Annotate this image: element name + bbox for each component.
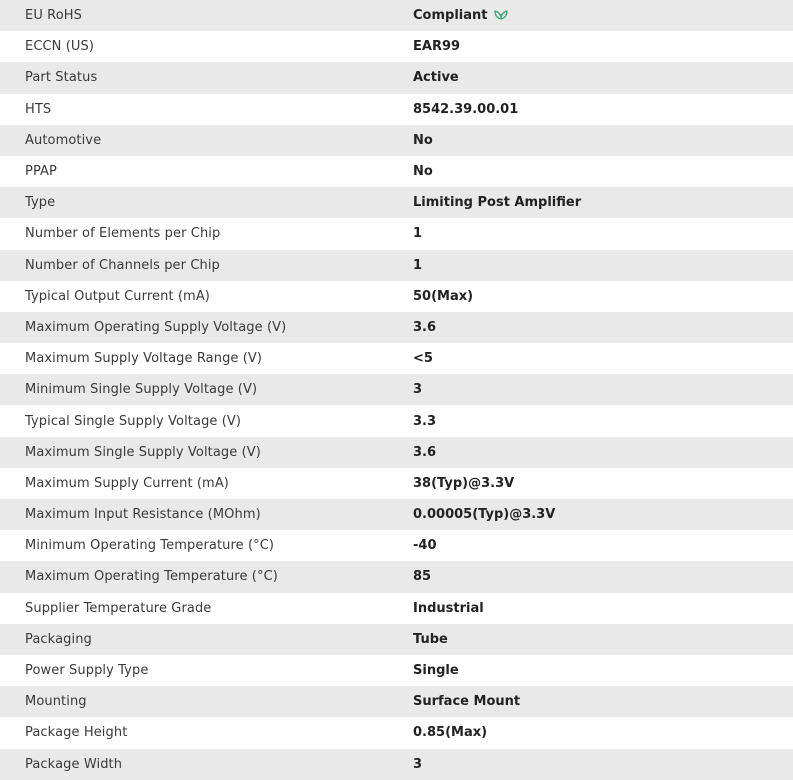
spec-row-eccn [0,31,793,62]
leaf-icon [494,8,508,20]
spec-value-cell [413,0,793,31]
spec-row-part-status [0,62,793,93]
spec-label: Maximum Operating Supply Voltage (V) [25,319,287,335]
spec-row-hts [0,94,793,125]
spec-row-max-supply-current [0,468,793,499]
spec-value: Surface Mount [413,694,521,710]
spec-row-mounting [0,686,793,717]
spec-label: Power Supply Type [25,663,149,679]
spec-row-max-operating-temperature [0,561,793,592]
spec-row-elements-per-chip [0,218,793,249]
spec-value: 85 [413,569,432,585]
spec-label: Maximum Supply Current (mA) [25,475,229,491]
spec-label: Package Height [25,725,128,741]
spec-label: Mounting [25,694,87,710]
spec-label: HTS [25,101,52,117]
spec-value: 3.3 [413,413,437,429]
spec-value: 0.85(Max) [413,725,488,741]
spec-row-max-supply-voltage-range [0,343,793,374]
spec-row-package-height [0,717,793,748]
spec-row-channels-per-chip [0,250,793,281]
spec-value: Tube [413,631,448,647]
spec-label: Part Status [25,70,98,86]
spec-value: 3.6 [413,319,437,335]
spec-row-ppap [0,156,793,187]
spec-row-packaging [0,624,793,655]
spec-value: Active [413,70,459,86]
spec-label: PPAP [25,164,57,180]
spec-value: Industrial [413,600,484,616]
spec-row-min-single-supply-voltage [0,374,793,405]
spec-label: Minimum Single Supply Voltage (V) [25,382,258,398]
spec-label: EU RoHS [25,8,82,24]
spec-label: ECCN (US) [25,39,95,55]
spec-label: Package Width [25,756,123,772]
spec-value: No [413,164,433,180]
spec-label: Maximum Operating Temperature (°C) [25,569,278,585]
spec-value: 8542.39.00.01 [413,101,519,117]
spec-row-eu-rohs [0,0,793,31]
spec-value: -40 [413,538,437,554]
spec-value: 38(Typ)@3.3V [413,475,515,491]
spec-row-supplier-temperature-grade [0,593,793,624]
spec-label: Packaging [25,631,92,647]
spec-row-typical-output-current [0,281,793,312]
spec-row-package-width [0,749,793,780]
spec-label: Number of Channels per Chip [25,257,220,273]
spec-value: <5 [413,351,433,367]
spec-label: Typical Output Current (mA) [25,288,210,304]
spec-value: 1 [413,226,423,242]
spec-row-max-input-resistance [0,499,793,530]
spec-value: 3 [413,756,423,772]
spec-label: Automotive [25,132,102,148]
spec-value: 1 [413,257,423,273]
spec-row-type [0,187,793,218]
spec-value: EAR99 [413,39,461,55]
spec-label: Minimum Operating Temperature (°C) [25,538,275,554]
spec-value: Limiting Post Amplifier [413,195,582,211]
spec-value: No [413,132,433,148]
spec-label: Typical Single Supply Voltage (V) [25,413,242,429]
spec-row-automotive [0,125,793,156]
spec-label: Type [25,195,56,211]
spec-row-max-operating-supply-voltage [0,312,793,343]
spec-value: 50(Max) [413,288,474,304]
spec-value: Single [413,663,459,679]
spec-value: Compliant [413,8,488,24]
spec-label: Number of Elements per Chip [25,226,221,242]
spec-value: 0.00005(Typ)@3.3V [413,507,556,523]
spec-label: Maximum Single Supply Voltage (V) [25,444,261,460]
spec-value: 3.6 [413,444,437,460]
spec-row-min-operating-temperature [0,530,793,561]
spec-row-power-supply-type [0,655,793,686]
spec-row-max-single-supply-voltage [0,437,793,468]
spec-label: Maximum Input Resistance (MOhm) [25,507,261,523]
spec-value: 3 [413,382,423,398]
spec-label: Maximum Supply Voltage Range (V) [25,351,263,367]
spec-label: Supplier Temperature Grade [25,600,212,616]
spec-row-typical-single-supply-voltage [0,405,793,436]
